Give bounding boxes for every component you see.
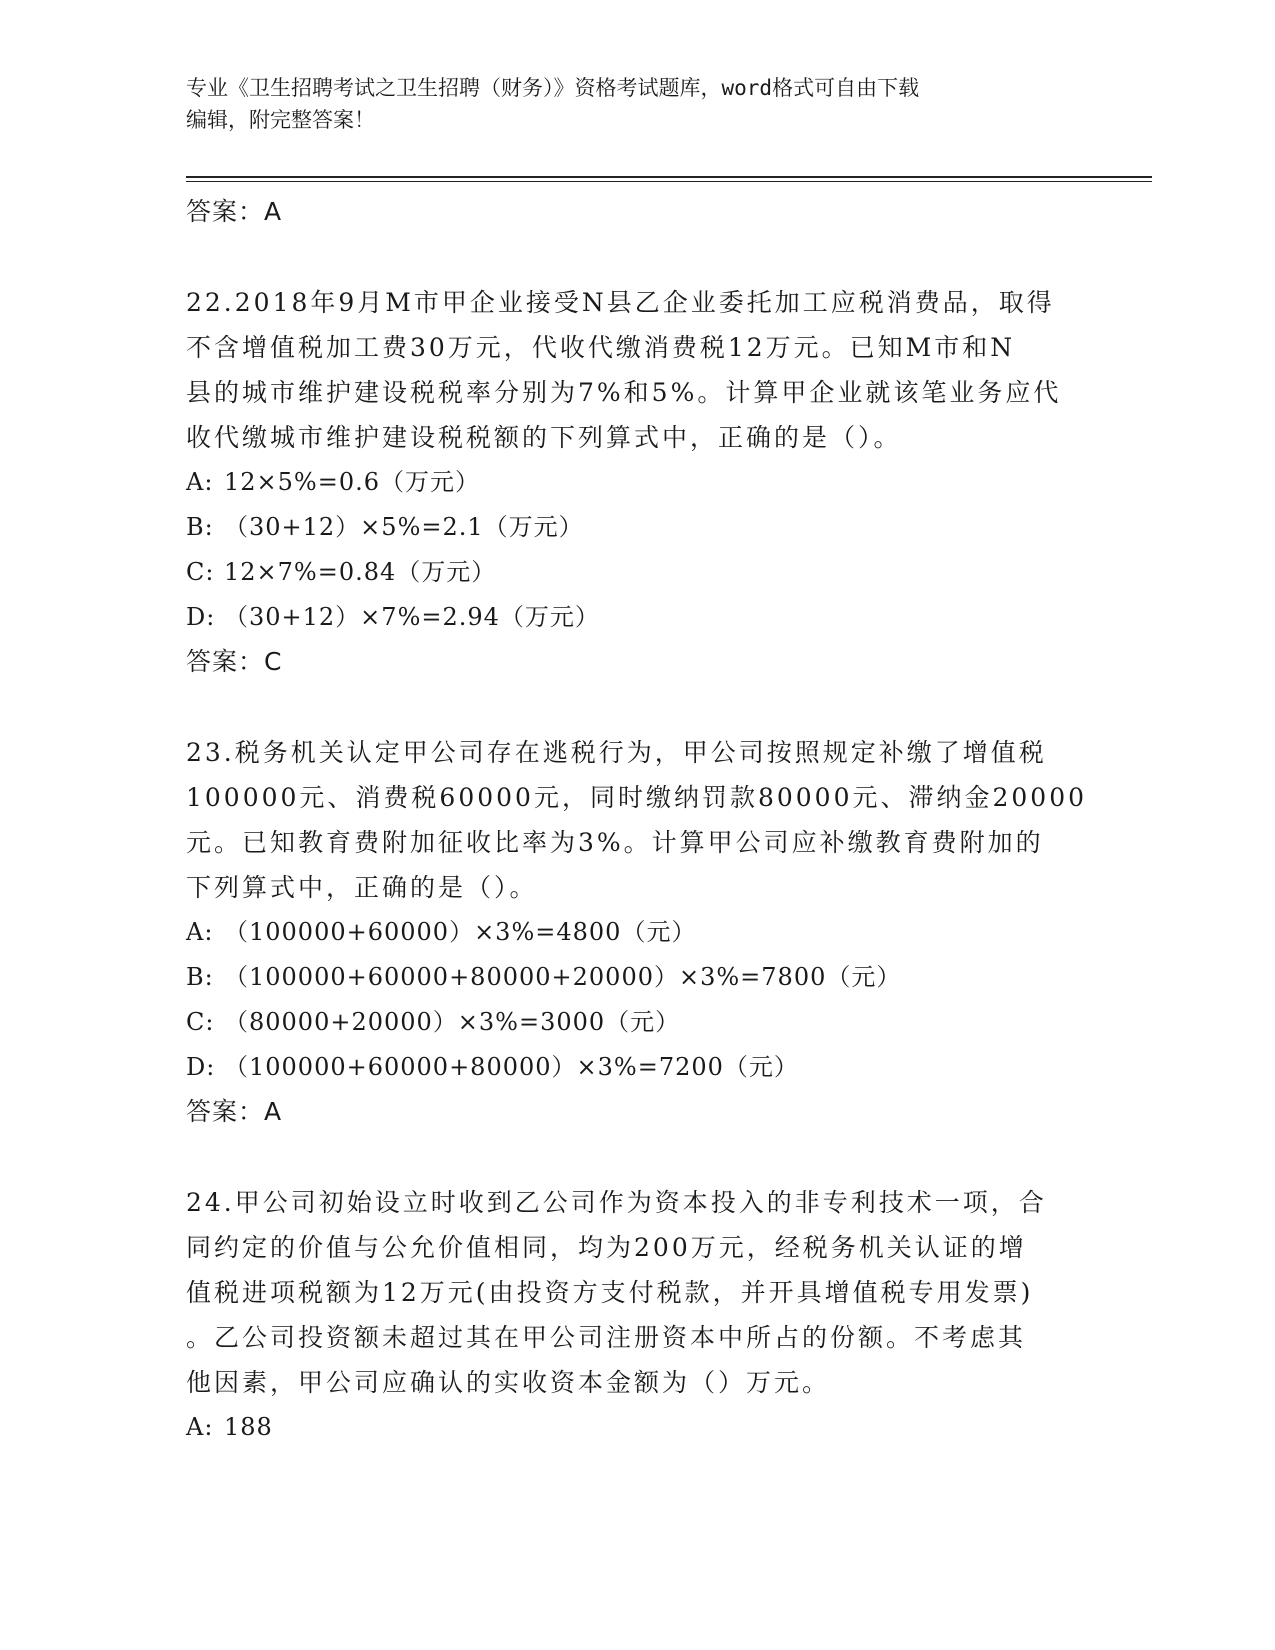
header-line-2: 编辑，附完整答案！	[186, 108, 375, 132]
question-24	[186, 1180, 1086, 1450]
question-23	[186, 730, 1086, 1134]
option-b	[186, 955, 1086, 1000]
spacer	[186, 684, 1086, 730]
spacer	[186, 234, 1086, 280]
question-22	[186, 280, 1086, 684]
spacer	[186, 1134, 1086, 1180]
question-stem-line: 值税进项税额为12万元(由投资方支付税款，并开具增值税专用发票)	[186, 1278, 1034, 1307]
option-text: 12×5%=0.6（万元）	[224, 468, 480, 496]
option-a	[186, 460, 1086, 505]
header-line-1: 专业《卫生招聘考试之卫生招聘（财务）》资格考试题库，word格式可自由下载	[186, 76, 920, 100]
option-text: （100000+60000+80000+20000）×3%=7800（元）	[224, 963, 902, 991]
option-a	[186, 1405, 1086, 1450]
question-stem-line: 收代缴城市维护建设税税额的下列算式中，正确的是（）。	[186, 423, 902, 452]
option-text: （30+12）×5%=2.1（万元）	[224, 513, 584, 541]
option-c	[186, 1000, 1086, 1045]
option-key: B:	[186, 963, 214, 991]
option-d	[186, 595, 1086, 640]
option-key: D:	[186, 1053, 216, 1081]
option-text: （100000+60000）×3%=4800（元）	[224, 918, 697, 946]
previous-answer: 答案：A	[186, 197, 283, 226]
question-stem-line: 不含增值税加工费30万元，代收代缴消费税12万元。已知M市和N	[186, 333, 1016, 362]
option-text: （100000+60000+80000）×3%=7200（元）	[224, 1053, 799, 1081]
question-stem-line: 23.税务机关认定甲公司存在逃税行为，甲公司按照规定补缴了增值税	[186, 738, 1047, 767]
question-stem-line: 下列算式中，正确的是（）。	[186, 873, 538, 902]
option-a	[186, 910, 1086, 955]
answer-line: 答案：A	[186, 1097, 283, 1126]
question-stem-line: 。乙公司投资额未超过其在甲公司注册资本中所占的份额。不考虑其	[186, 1323, 1027, 1352]
question-stem-line: 同约定的价值与公允价值相同，均为200万元，经税务机关认证的增	[186, 1233, 1027, 1262]
document-body	[186, 190, 1086, 1450]
option-key: A:	[186, 468, 214, 496]
option-c	[186, 550, 1086, 595]
option-text: （80000+20000）×3%=3000（元）	[224, 1008, 681, 1036]
option-key: A:	[186, 918, 214, 946]
header-divider-thick	[186, 176, 1152, 178]
option-text: （30+12）×7%=2.94（万元）	[224, 603, 600, 631]
question-stem-line: 22.2018年9月M市甲企业接受N县乙企业委托加工应税消费品，取得	[186, 288, 1055, 317]
option-key: C:	[186, 1008, 215, 1036]
option-key: C:	[186, 558, 215, 586]
page-header	[186, 72, 1086, 136]
answer-line: 答案：C	[186, 647, 283, 676]
option-d	[186, 1045, 1086, 1090]
question-stem-line: 元。已知教育费附加征收比率为3%。计算甲公司应补缴教育费附加的	[186, 828, 1044, 857]
option-key: D:	[186, 603, 216, 631]
option-text: 12×7%=0.84（万元）	[224, 558, 497, 586]
question-stem-line: 他因素，甲公司应确认的实收资本金额为（）万元。	[186, 1368, 831, 1397]
option-b	[186, 505, 1086, 550]
option-text: 188	[224, 1413, 273, 1441]
question-stem-line: 县的城市维护建设税税率分别为7%和5%。计算甲企业就该笔业务应代	[186, 378, 1062, 407]
question-stem-line: 100000元、消费税60000元，同时缴纳罚款80000元、滞纳金20000	[186, 783, 1088, 812]
question-stem-line: 24.甲公司初始设立时收到乙公司作为资本投入的非专利技术一项，合	[186, 1188, 1047, 1217]
option-key: A:	[186, 1413, 214, 1441]
header-divider-thin	[186, 181, 1152, 182]
option-key: B:	[186, 513, 214, 541]
